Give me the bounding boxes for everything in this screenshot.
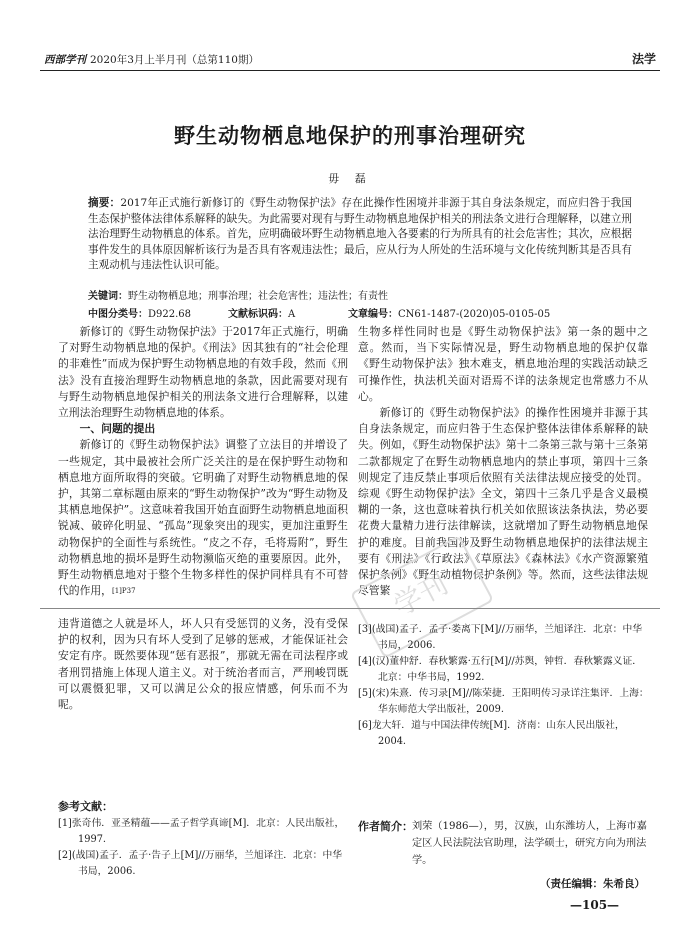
reference-item: [5](宋)朱熹．传习录[M]//陈荣捷．王阳明传习录详注集评．上海：华东师范大学出版社，2009. (358, 688, 649, 715)
doc-code-label: 文献标识码： (228, 309, 288, 320)
clc-label: 中图分类号： (88, 309, 148, 320)
abstract-text: 2017年正式施行新修订的《野生动物保护法》存在此操作性困境并非源于其自身法条规定，而应归咎于我国生态保护整体法律体系解释的缺失。为此需要对现有与野生动物栖息地保护相关的刑法条文进行合理解释，以建立刑法治理野生动物栖息的体系。首先，应明确破坏野生动物栖息地入各要素的行为所具有的社会危害性；其次，应根据事件发生的具体原因解析该行为是否具有客观违法性；最后，应从行为人所处的生活环境与文化传统判断其是否具有主观动机与违法性认识可能。 (88, 197, 633, 272)
author-intro-text: 刘荣（1986—），男，汉族，山东潍坊人，上海市嘉定区人民法院法官助理，法学硕士，研究方向为刑法学。 (412, 821, 647, 866)
keywords (88, 287, 632, 302)
reference-item: [2](战国)孟子．孟子·告子上[M]//万丽华，兰旭译注．北京：中华书局，2006. (58, 850, 343, 877)
section-name: 法学 (631, 52, 656, 66)
page-number: —105— (570, 898, 620, 912)
keywords-text: 野生动物栖息地；刑事治理；社会危害性；违法性；有责性 (128, 291, 388, 302)
clc-value: D922.68 (148, 309, 192, 320)
doc-code-value: A (288, 309, 296, 320)
watermark-stamp: 学刊 (350, 535, 494, 659)
body-paragraph: 违背道德之人就是坏人，坏人只有受惩罚的义务，没有受保护的权利，因为只有坏人受到了足够的惩戒，才能保证社会安定有序。既然要体现“惩有恶报”，那就无需在司法程序或者刑罚措施上体现人道主义。对于统治者而言，严刑峻罚既可以震慑犯罪，又可以满足公众的报应情感，何乐而不为呢。 (58, 617, 348, 712)
issue-info: 2020年3月上半月刊（总第110期） (90, 54, 259, 66)
reference-item: [1]张奇伟．亚圣精蕴——孟子哲学真谛[M]．北京：人民出版社，1997. (58, 818, 345, 845)
reference-item: [3](战国)孟子．孟子·娄离下[M]//万丽华，兰旭译注．北京：中华书局，2006. (358, 624, 643, 651)
body-column-right (358, 324, 648, 599)
article-author: 毋 磊 (328, 172, 372, 185)
body-text: 新修订的《野生动物保护法》调整了立法目的并增设了一些规定，其中最被社会所广泛关注的是在保护野生动物和栖息地方面所取得的突破。它明确了对野生动物栖息地的保护，其第二章标题由原来的“野生动物保护”改为“野生动物及其栖息地保护”。这意味着我国开始直面野生动物栖息地面积锐减、破碎化明显、“孤岛”现象突出的现实，更加注重野生动物保护的全面性与系统性。“皮之不存，毛将焉附”，野生动物栖息地的损坏是野生动物濒临灭绝的重要原因。此外，野生动物栖息地对于整个生物多样性的保护同样具有不可替代的作用， (58, 438, 348, 598)
body-paragraph (58, 437, 348, 599)
column-separator-rule (40, 608, 660, 609)
abstract-label: 摘要： (88, 197, 121, 209)
citation-mark: [1]P37 (111, 587, 136, 596)
article-no-value: CN61-1487-(2020)05-0105-05 (398, 309, 551, 320)
keywords-label: 关键词： (88, 291, 128, 302)
journal-name: 西部学刊 (44, 54, 86, 66)
section-heading: 一、问题的提出 (79, 422, 156, 436)
article-title: 野生动物栖息地保护的刑事治理研究 (174, 123, 526, 148)
reference-list-left (58, 816, 348, 880)
abstract (88, 196, 632, 274)
body-column-left (58, 324, 348, 599)
reference-item: [6]龙大轩．道与中国法律传统[M]．济南：山东人民出版社，2004. (358, 720, 625, 747)
body-continuation (58, 616, 348, 713)
reference-list-right (358, 622, 650, 750)
article-no-label: 文章编号： (348, 309, 398, 320)
body-paragraph: 新修订的《野生动物保护法》于2017年正式施行，明确了对野生动物栖息地的保护。《刑法》因其独有的“社会伦理的非难性”而成为保护野生动物栖息地的有效手段，然而《刑法》没有直接治理野生动物栖息地的条款，因此需要对现有与野生动物栖息地保护相关的刑法条文进行合理解释，以建立刑法治理野生动物栖息地的体系。 (58, 325, 348, 420)
responsible-editor: （责任编辑：朱希良） (540, 878, 645, 890)
body-paragraph: 生物多样性同时也是《野生动物保护法》第一条的题中之意。然而，当下实际情况是，野生动物栖息地的保护仅靠《野生动物保护法》独木难支，栖息地治理的实践活动缺乏可操作性，执法机关面对语焉不详的法条规定也常感力不从心。 (358, 325, 648, 403)
header-rule (40, 70, 660, 71)
running-header (44, 52, 259, 67)
body-paragraph: 新修订的《野生动物保护法》的操作性困境并非源于其自身法条规定，而应归咎于生态保护整体法律体系解释的缺失。例如，《野生动物保护法》第十二条第三款与第十三条第二款都规定了在野生动物栖息地内的禁止事项，第四十三条则规定了违反禁止事项后依照有关法律法规应接受的处罚。综观《野生动物保护法》全文，第四十三条几乎是含义最模糊的一条，这也意味着执行机关如依照该法条执法，势必要花费大量精力进行法律解读，这就增加了野生动物栖息地保护的难度。目前我国涉及野生动物栖息地保护的法律法规主要有《刑法》《行政法》《草原法》《森林法》《水产资源繁殖保护条例》《野生动植物保护条例》等。然而，这些法律法规尽管繁 (358, 406, 648, 598)
references-label: 参考文献： (58, 800, 113, 813)
reference-item: [4](汉)董仲舒．春秋繁露·五行[M]//苏舆，钟哲．春秋繁露义证．北京：中华书局，1992. (358, 656, 643, 683)
author-intro-label: 作者简介： (358, 820, 413, 833)
article-meta (88, 305, 648, 320)
